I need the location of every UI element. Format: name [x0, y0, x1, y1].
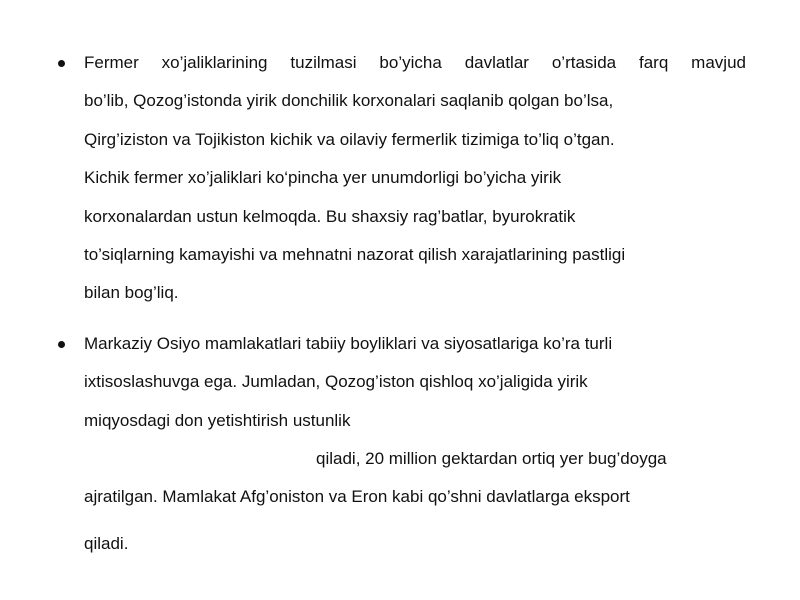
text-line: to’siqlarning kamayishi va mehnatni nazorat qilish xarajatlarining pastligi [84, 245, 626, 265]
bullet-list [56, 44, 746, 563]
bullet-dot-icon [58, 60, 65, 67]
text-line: ajratilgan. Mamlakat Afg’oniston va Eron kabi qo’shni davlatlarga eksport [84, 487, 630, 507]
text-line: Kichik fermer xo’jaliklari ko‘pincha yer unumdorligi bo’yicha yirik [84, 168, 562, 188]
bullet-item-farm-structure [56, 44, 746, 313]
text-line: bo’lib, Qozog’istonda yirik donchilik korxonalari saqlanib qolgan bo’lsa, [84, 91, 614, 111]
text-line: bilan bog’liq. [84, 283, 179, 303]
bullet-dot-icon [58, 341, 65, 348]
text-line: Markaziy Osiyo mamlakatlari tabiiy boyliklari va siyosatlariga ko’ra turli [84, 333, 613, 353]
text-line: Fermer xo’jaliklarining tuzilmasi bo’yicha davlatlar o’rtasida farq mavjud [84, 53, 746, 72]
bullet-item-specialization [56, 325, 746, 563]
text-line: korxonalardan ustun kelmoqda. Bu shaxsiy rag’batlar, byurokratik [84, 206, 576, 226]
text-line: miqyosdagi don yetishtirish ustunlik [84, 410, 351, 430]
text-line: ixtisoslashuvga ega. Jumladan, Qozog’iston qishloq xo’jaligida yirik [84, 372, 588, 392]
text-line: qiladi. [84, 533, 129, 553]
text-line: qiladi, 20 million gektardan ortiq yer bug’doyga [316, 449, 667, 469]
text-line: Qirg’iziston va Tojikiston kichik va oilaviy fermerlik tizimiga to’liq o’tgan. [84, 129, 615, 149]
